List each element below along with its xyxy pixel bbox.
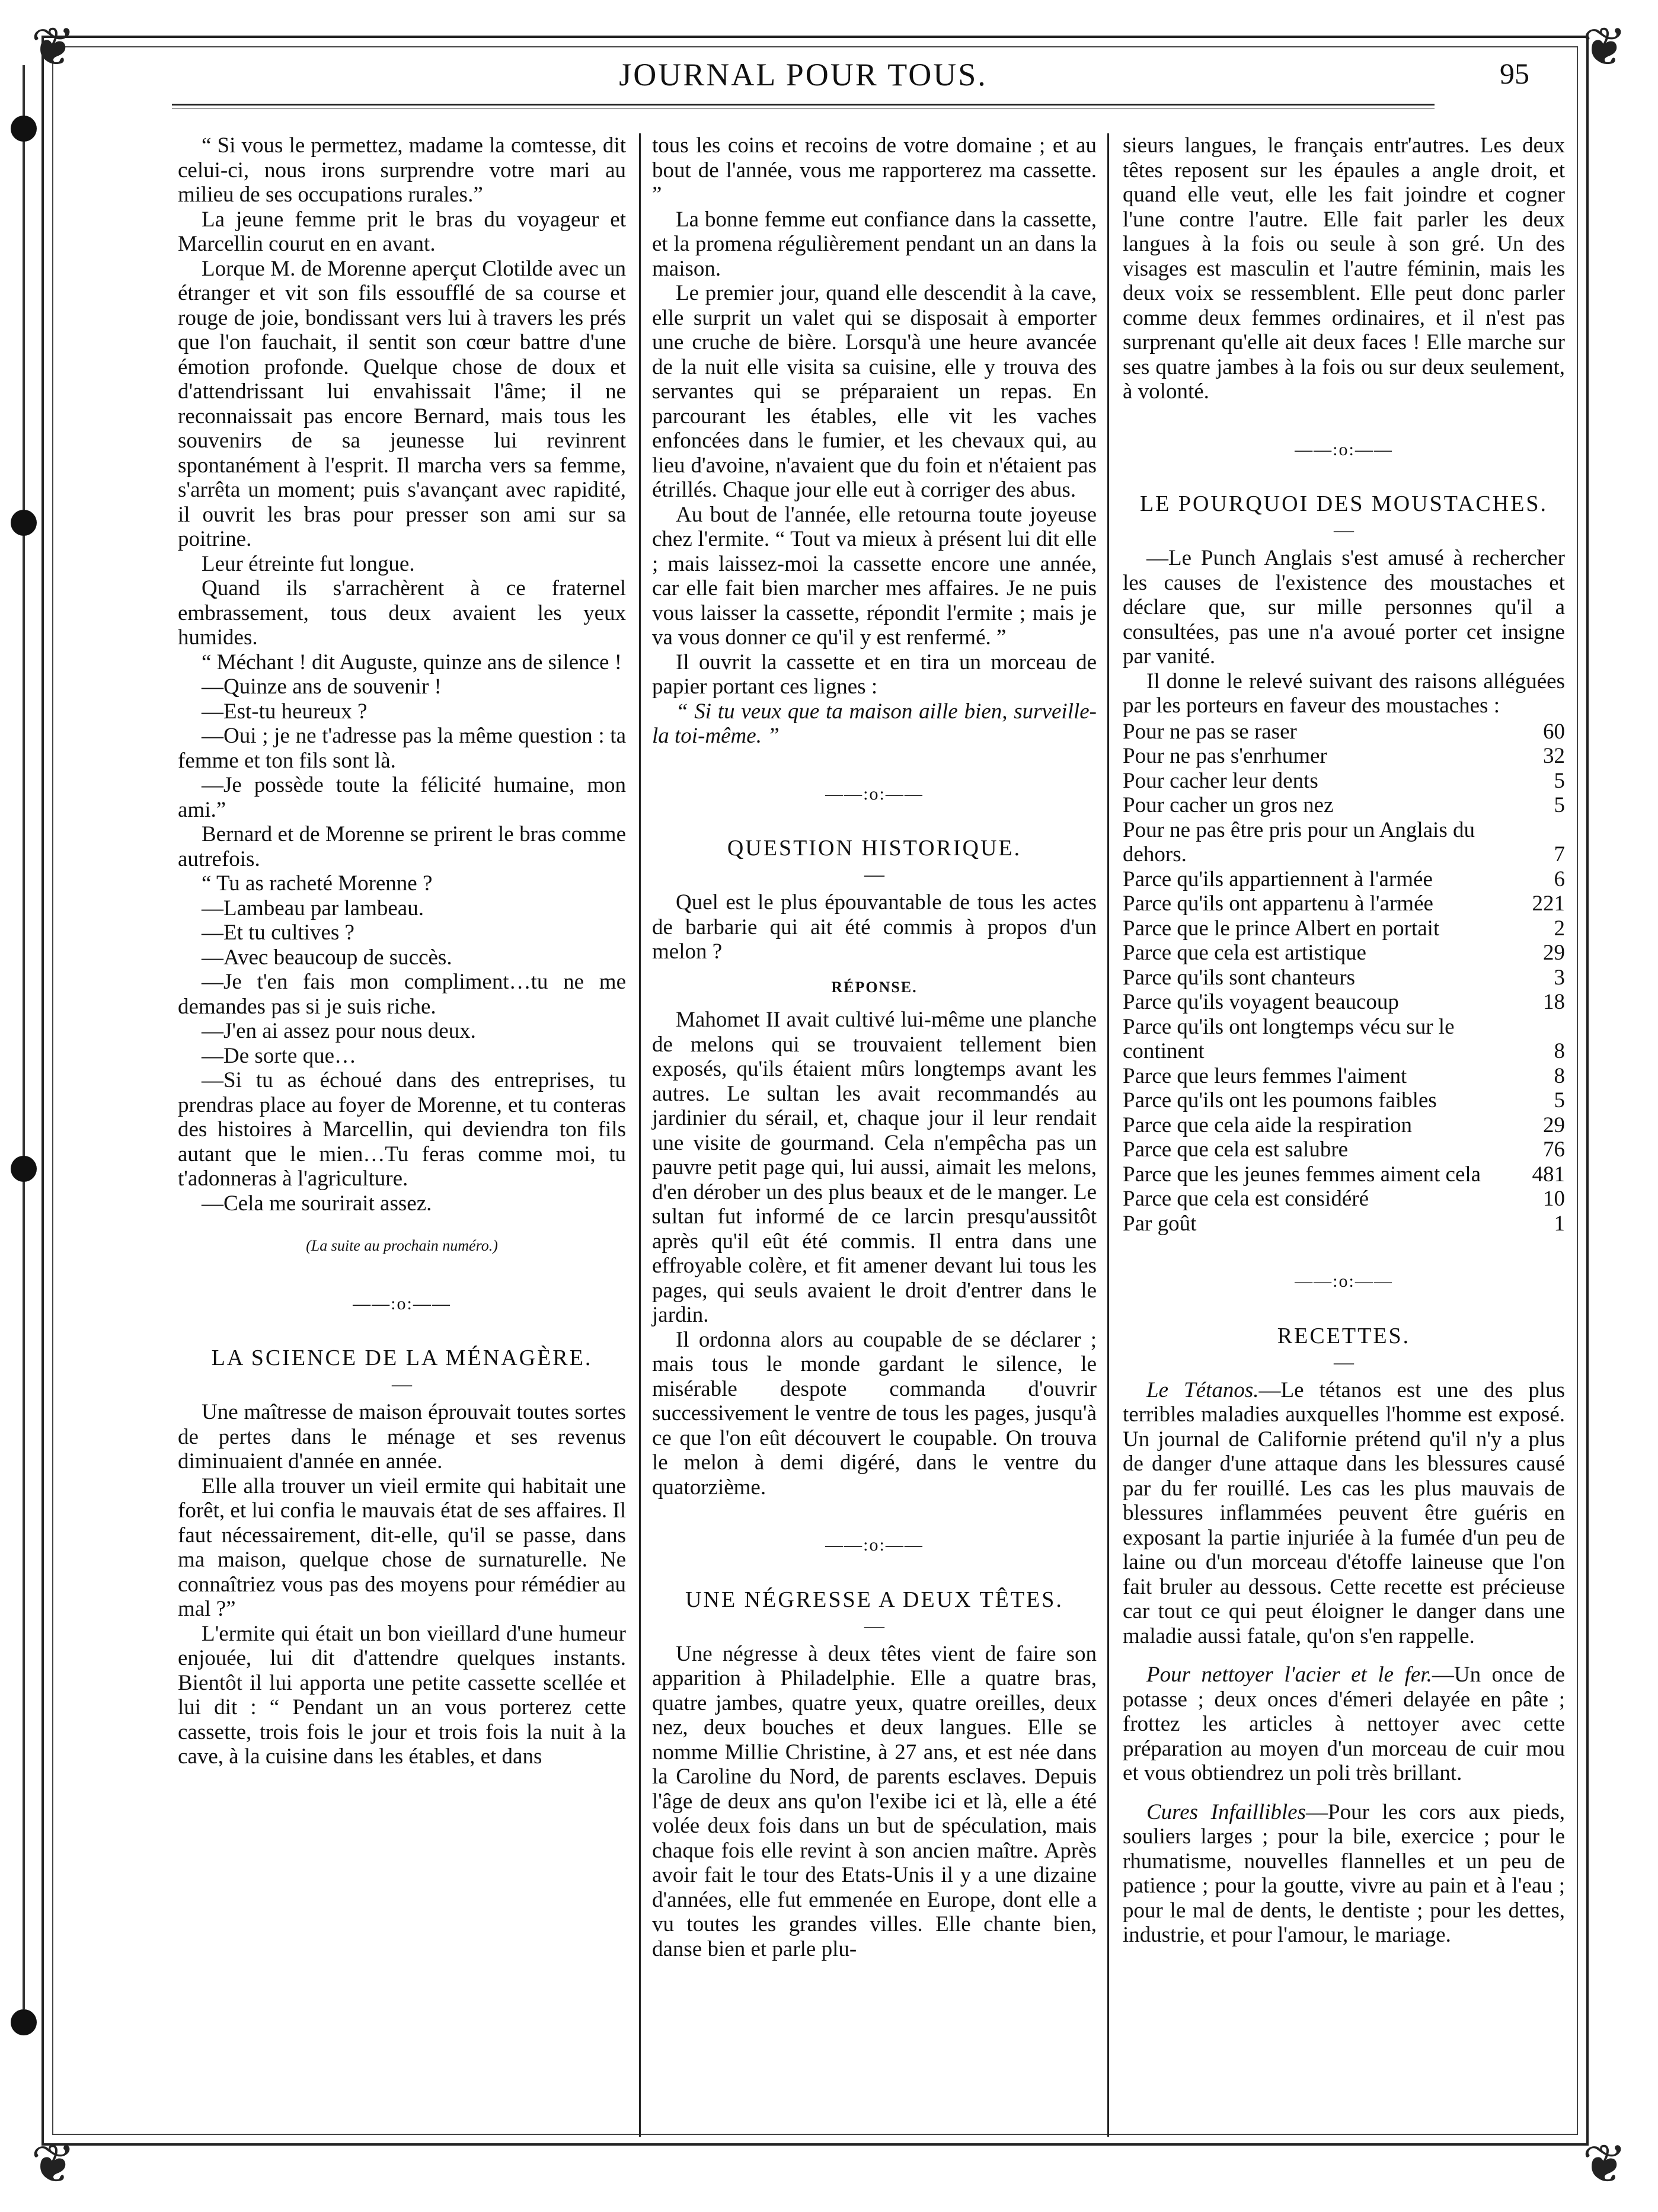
table-row bbox=[1123, 793, 1565, 818]
section-separator: ——:o:—— bbox=[825, 784, 924, 804]
reason-label: Pour cacher leur dents bbox=[1123, 768, 1318, 793]
article-heading: RECETTES. bbox=[1277, 1323, 1411, 1348]
reason-count: 29 bbox=[1543, 941, 1565, 965]
section-separator: ——:o:—— bbox=[1295, 1271, 1393, 1291]
table-row bbox=[1123, 1064, 1565, 1089]
paragraph: —Le Punch Anglais s'est amusé à rechercher les causes de l'existence des moustaches et déclare que, sur mille personnes qu'il a consultées, pas une n'a avoué porter cet insigne par vanité. bbox=[1123, 546, 1565, 669]
recipe-paragraph bbox=[1123, 1663, 1565, 1786]
reason-count: 7 bbox=[1554, 842, 1565, 867]
binding-hole-icon bbox=[11, 116, 37, 142]
table-row bbox=[1123, 1162, 1565, 1187]
column-divider bbox=[1107, 133, 1109, 2137]
table-row bbox=[1123, 744, 1565, 769]
binding-hole-icon bbox=[11, 2009, 37, 2035]
heading-dash: — bbox=[1334, 1351, 1354, 1373]
reason-label: Parce que le prince Albert en portait bbox=[1123, 916, 1440, 941]
paragraph: —Si tu as échoué dans des entreprises, tu prendras place au foyer de Morenne, et tu conteras des histoires à Marcellin, qui deviendra ton fils autant que le mien…Tu feras comme moi, tu t'adonneras à l'agriculture. bbox=[178, 1068, 626, 1191]
reason-label: Pour cacher un gros nez bbox=[1123, 793, 1334, 817]
reason-count: 8 bbox=[1554, 1039, 1565, 1063]
section-separator: ——:o:—— bbox=[1295, 439, 1393, 459]
table-row bbox=[1123, 818, 1565, 867]
paragraph: —Avec beaucoup de succès. bbox=[202, 945, 452, 970]
reason-label: Parce qu'ils ont appartenu à l'armée bbox=[1123, 891, 1433, 916]
reason-label: Parce qu'ils voyagent beaucoup bbox=[1123, 990, 1399, 1014]
paragraph: —Cela me sourirait assez. bbox=[202, 1191, 432, 1216]
reason-label: Parce que cela est considéré bbox=[1123, 1187, 1369, 1211]
reason-count: 5 bbox=[1554, 793, 1565, 817]
paragraph: Au bout de l'année, elle retourna toute joyeuse chez l'ermite. “ Tout va mieux à présent lui dit elle ; mais laissez-moi la cassette encore une année, car elle fait bien marcher mes affaires. Je ne puis vous laisser la cassette, répondit l'ermite ; mais je va vous donner ce qu'il y est renfermé. ” bbox=[652, 502, 1097, 650]
table-row bbox=[1123, 916, 1565, 941]
paragraph: —Est-tu heureux ? bbox=[202, 699, 368, 724]
corner-ornament-icon: ❦ bbox=[31, 16, 76, 78]
article-heading: UNE NÉGRESSE A DEUX TÊTES. bbox=[685, 1587, 1063, 1612]
paragraph: tous les coins et recoins de votre domaine ; et au bout de l'année, vous me rapporterez ma cassette. ” bbox=[652, 133, 1097, 207]
paragraph: “ Si vous le permettez, madame la comtesse, dit celui-ci, nous irons surprendre votre mari au milieu de ses occupations rurales.” bbox=[178, 133, 626, 207]
journal-title: JOURNAL POUR TOUS. bbox=[619, 57, 988, 92]
reason-label: Parce qu'ils ont longtemps vécu sur le continent bbox=[1123, 1014, 1455, 1063]
reason-label: Parce que cela aide la respiration bbox=[1123, 1113, 1412, 1137]
reason-label: Pour ne pas s'enrhumer bbox=[1123, 744, 1327, 768]
reason-label: Parce que cela est artistique bbox=[1123, 941, 1366, 965]
reason-count: 6 bbox=[1554, 867, 1565, 891]
corner-ornament-icon: ❦ bbox=[1582, 2133, 1627, 2195]
table-row bbox=[1123, 990, 1565, 1015]
reason-count: 76 bbox=[1543, 1137, 1565, 1162]
reason-count: 10 bbox=[1543, 1187, 1565, 1211]
recipe-title: Le Tétanos. bbox=[1146, 1377, 1259, 1402]
paragraph: Mahomet II avait cultivé lui-même une planche de melons qui se trouvaient tellement bien exposés, qu'ils étaient mûrs longtemps avant les autres. Le sultan les avait recommandés au jardinier du sérail, et, chaque jour il leur rendait une visite de gourmand. Cela n'empêcha pas un pauvre petit page qui, lui aussi, aimait les melons, d'en dérober un des plus beaux et de le manger. Le sultan fut informé de ce larcin presqu'aussitôt après qu'il eût été commis. Il entra dans une effroyable colère, et fit amener devant lui tous les pages, qui seuls avaient le droit d'entrer dans le jardin. bbox=[652, 1008, 1097, 1327]
paragraph: —Lambeau par lambeau. bbox=[202, 896, 424, 920]
header-rule bbox=[172, 104, 1435, 108]
paragraph: “ Tu as racheté Morenne ? bbox=[202, 871, 433, 896]
corner-ornament-icon: ❦ bbox=[31, 2133, 76, 2195]
table-row bbox=[1123, 769, 1565, 794]
table-row bbox=[1123, 891, 1565, 916]
column-divider bbox=[639, 133, 641, 2137]
section-separator: ——:o:—— bbox=[825, 1535, 924, 1555]
paragraph: Quand ils s'arrachèrent à ce fraternel embrassement, tous deux avaient les yeux humides. bbox=[178, 576, 626, 650]
paragraph: —J'en ai assez pour nous deux. bbox=[202, 1019, 476, 1043]
reason-label: Pour ne pas être pris pour un Anglais du dehors. bbox=[1123, 817, 1475, 867]
reason-count: 221 bbox=[1532, 891, 1565, 916]
article-heading: LA SCIENCE DE LA MÉNAGÈRE. bbox=[211, 1345, 593, 1370]
paragraph: —Je t'en fais mon compliment…tu ne me demandes pas si je suis riche. bbox=[178, 970, 626, 1019]
article-heading: LE POURQUOI DES MOUSTACHES. bbox=[1139, 491, 1548, 516]
reason-count: 32 bbox=[1543, 744, 1565, 768]
paragraph: Leur étreinte fut longue. bbox=[202, 551, 415, 576]
heading-dash: — bbox=[864, 1615, 884, 1637]
recipe-title: Pour nettoyer l'acier et le fer. bbox=[1146, 1663, 1432, 1687]
article-heading: QUESTION HISTORIQUE. bbox=[727, 836, 1022, 861]
paragraph: Bernard et de Morenne se prirent le bras comme autrefois. bbox=[178, 822, 626, 871]
reason-count: 1 bbox=[1554, 1211, 1565, 1236]
reason-count: 2 bbox=[1554, 916, 1565, 941]
article-columns bbox=[178, 133, 1565, 2137]
recipe-paragraph bbox=[1123, 1800, 1565, 1948]
answer-heading: RÉPONSE. bbox=[831, 978, 918, 996]
page-header bbox=[53, 56, 1553, 110]
reason-count: 481 bbox=[1532, 1162, 1565, 1187]
paragraph: —Je possède toute la félicité humaine, mon ami.” bbox=[178, 773, 626, 822]
paragraph: Une maîtresse de maison éprouvait toutes sortes de pertes dans le ménage et ses revenus diminuaient d'année en année. bbox=[178, 1400, 626, 1473]
reason-label: Parce qu'ils sont chanteurs bbox=[1123, 965, 1355, 990]
paragraph: La bonne femme eut confiance dans la cassette, et la promena régulièrement pendant un an dans la maison. bbox=[652, 207, 1097, 281]
column-3 bbox=[1114, 133, 1565, 2137]
table-row bbox=[1123, 1088, 1565, 1113]
binding-hole-icon bbox=[11, 510, 37, 536]
reason-count: 8 bbox=[1554, 1063, 1565, 1088]
paragraph: —Et tu cultives ? bbox=[202, 920, 354, 945]
reason-label: Parce qu'ils ont les poumons faibles bbox=[1123, 1088, 1437, 1113]
paragraph: Elle alla trouver un vieil ermite qui habitait une forêt, et lui confia le mauvais état de ses affaires. Il faut nécessairement, dit-elle, qu'il se passe, dans ma maison, quelque chose de surnaturelle. Ne connaîtriez vous pas des moyens pour rémédier au mal ?” bbox=[178, 1473, 626, 1621]
reason-label: Par goût bbox=[1123, 1211, 1197, 1236]
reason-count: 3 bbox=[1554, 965, 1565, 990]
heading-dash: — bbox=[864, 864, 884, 886]
paragraph: sieurs langues, le français entr'autres. Les deux têtes reposent sur les épaules a angle droit, et quand elle veut, elle les fait joindre et cogner l'une contre l'autre. Elle fait parler les deux langues à la fois ou seule à son gré. Un des visages est masculin et l'autre féminin, mais les deux voix se ressemblent. Elle peut donc parler comme deux femmes ordinaires, et il n'est pas surprenant qu'elle ait deux faces ! Elle marche sur ses quatre jambes à la fois ou sur deux seulement, à volonté. bbox=[1123, 133, 1565, 404]
binding-hole-icon bbox=[11, 1156, 37, 1182]
continued-note: (La suite au prochain numéro.) bbox=[306, 1237, 498, 1254]
recipe-title: Cures Infaillibles bbox=[1146, 1799, 1306, 1824]
paragraph: “ Méchant ! dit Auguste, quinze ans de silence ! bbox=[202, 650, 622, 675]
paragraph: Il ordonna alors au coupable de se déclarer ; mais tous le monde gardant le silence, le misérable despote commanda d'ouvrir successivement le ventre de tous les pages, jusqu'à ce que l'on eût découvert le coupable. On trouva le melon à demi digéré, dans le ventre du quatorzième. bbox=[652, 1327, 1097, 1500]
paragraph: Lorque M. de Morenne aperçut Clotilde avec un étranger et vit son fils essoufflé de sa course et rouge de joie, bondissant vers lui à travers les prés que l'on fauchait, il sentit son cœur battre d'une émotion profonde. Quelque chose de doux et d'attendrissant lui envahissait l'âme; il ne reconnaissait pas encore Bernard, mais tous les souvenirs de sa jeunesse lui revinrent spontanément à l'esprit. Il marcha vers sa femme, s'arrêta un moment; puis s'avançant avec rapidité, il ouvrit les bras pour presser son ami sur sa poitrine. bbox=[178, 256, 626, 551]
paragraph: La jeune femme prit le bras du voyageur et Marcellin courut en en avant. bbox=[178, 207, 626, 256]
table-row bbox=[1123, 1212, 1565, 1236]
reason-count: 5 bbox=[1554, 1088, 1565, 1113]
column-1 bbox=[178, 133, 634, 2137]
recipe-body: —Pour les cors aux pieds, souliers larges ; pour la bile, exercice ; pour le rhumatisme, nouvelles flannelles et un peu de patience ; pour la goutte, vivre au pain et à l'eau ; pour le mal de dents, le dentiste ; pour les dettes, industrie, et pour l'amour, le mariage. bbox=[1123, 1799, 1565, 1947]
paragraph: L'ermite qui était un bon vieillard d'une humeur enjouée, lui dit d'attendre quelques instants. Bientôt il lui apporta une petite cassette scellée et lui dit : “ Pendant un an vous porterez cette cassette, trois fois le jour et trois fois la nuit à la cave, à la cuisine dans les étables, et dans bbox=[178, 1621, 626, 1769]
paragraph: Quel est le plus épouvantable de tous les actes de barbarie qui ait été commis à propos d'un melon ? bbox=[652, 890, 1097, 964]
paragraph: —Oui ; je ne t'adresse pas la même question : ta femme et ton fils sont là. bbox=[178, 724, 626, 773]
reason-label: Parce que les jeunes femmes aiment cela bbox=[1123, 1162, 1481, 1187]
paragraph: Il donne le relevé suivant des raisons alléguées par les porteurs en faveur des moustaches : bbox=[1123, 669, 1565, 718]
reason-label: Parce que leurs femmes l'aiment bbox=[1123, 1063, 1407, 1088]
section-separator: ——:o:—— bbox=[353, 1293, 451, 1313]
paragraph: Une négresse à deux têtes vient de faire son apparition à Philadelphie. Elle a quatre bras, quatre jambes, quatre yeux, quatre oreilles, deux nez, deux bouches et deux langues. Elle se nomme Millie Christine, à 27 ans, et est née dans la Caroline du Nord, de parents esclaves. Depuis l'âge de deux ans qu'on l'exibe ici et là, elle a été volée deux fois dans un but de spéculation, mais chaque fois elle revint à son ancien maître. Après avoir fait le tour des Etats-Unis il y a une dizaine d'années, elle fut emmenée en Europe, dont elle a vu toutes les grandes villes. Elle chante bien, danse bien et parle plu- bbox=[652, 1641, 1097, 1961]
column-2 bbox=[646, 133, 1103, 2137]
reason-count: 18 bbox=[1543, 990, 1565, 1014]
reason-label: Pour ne pas se raser bbox=[1123, 719, 1297, 744]
recipe-body: —Un once de potasse ; deux onces d'émeri delayée en pâte ; frottez les articles à nettoyer avec cette préparation au moyen d'un morceau de cuir mou et vous obtiendrez un poli très brillant. bbox=[1123, 1663, 1565, 1785]
recipe-paragraph bbox=[1123, 1378, 1565, 1649]
paragraph: —Quinze ans de souvenir ! bbox=[202, 675, 442, 699]
reason-label: Parce qu'ils appartiennent à l'armée bbox=[1123, 867, 1433, 891]
paragraph: —De sorte que… bbox=[202, 1043, 356, 1068]
paragraph: Il ouvrit la cassette et en tira un morceau de papier portant ces lignes : bbox=[652, 650, 1097, 699]
table-row bbox=[1123, 966, 1565, 990]
reason-count: 29 bbox=[1543, 1113, 1565, 1137]
page-number: 95 bbox=[1500, 57, 1529, 90]
table-row bbox=[1123, 1137, 1565, 1162]
table-row bbox=[1123, 1015, 1565, 1064]
heading-dash: — bbox=[392, 1373, 412, 1395]
reasons-table bbox=[1123, 720, 1565, 1236]
reason-count: 5 bbox=[1554, 768, 1565, 793]
reason-label: Parce que cela est salubre bbox=[1123, 1137, 1349, 1162]
paragraph: “ Si tu veux que ta maison aille bien, surveille-la toi-même. ” bbox=[652, 699, 1097, 748]
reason-count: 60 bbox=[1543, 719, 1565, 744]
table-row bbox=[1123, 867, 1565, 892]
recipe-body: —Le tétanos est une des plus terribles maladies auxquelles l'homme est exposé. Un journal de Californie prétend qu'il n'y a plus de danger d'une attaque dans les blessures causé par du fer rouillé. Les cas les plus mauvais de blessures inflammées peuvent être guéris en exposant la partie injuriée à la fumée d'un peu de laine ou d'un morceau d'étoffe laineuse que l'on fait bruler au dessous. Cette recette est précieuse car tout ce qui peut éloigner le danger dans une maladie aussi fatale, qu'on s'en rappelle. bbox=[1123, 1377, 1565, 1648]
binding-margin-line bbox=[23, 65, 25, 2009]
table-row bbox=[1123, 720, 1565, 744]
corner-ornament-icon: ❦ bbox=[1582, 16, 1627, 78]
table-row bbox=[1123, 1187, 1565, 1212]
paragraph: Le premier jour, quand elle descendit à la cave, elle surprit un valet qui se disposait à emporter une cruche de bière. Lorsqu'à une heure avancée de la nuit elle visita sa cuisine, elle y trouva des servantes qui se préparaient un repas. En parcourant les étables, elle vit les vaches enfoncées dans le fumier, et les chevaux qui, au lieu d'avoine, n'avaient que du foin et n'étaient pas étrillés. Chaque jour elle eut à corriger des abus. bbox=[652, 281, 1097, 502]
heading-dash: — bbox=[1334, 519, 1354, 541]
table-row bbox=[1123, 941, 1565, 966]
table-row bbox=[1123, 1113, 1565, 1138]
